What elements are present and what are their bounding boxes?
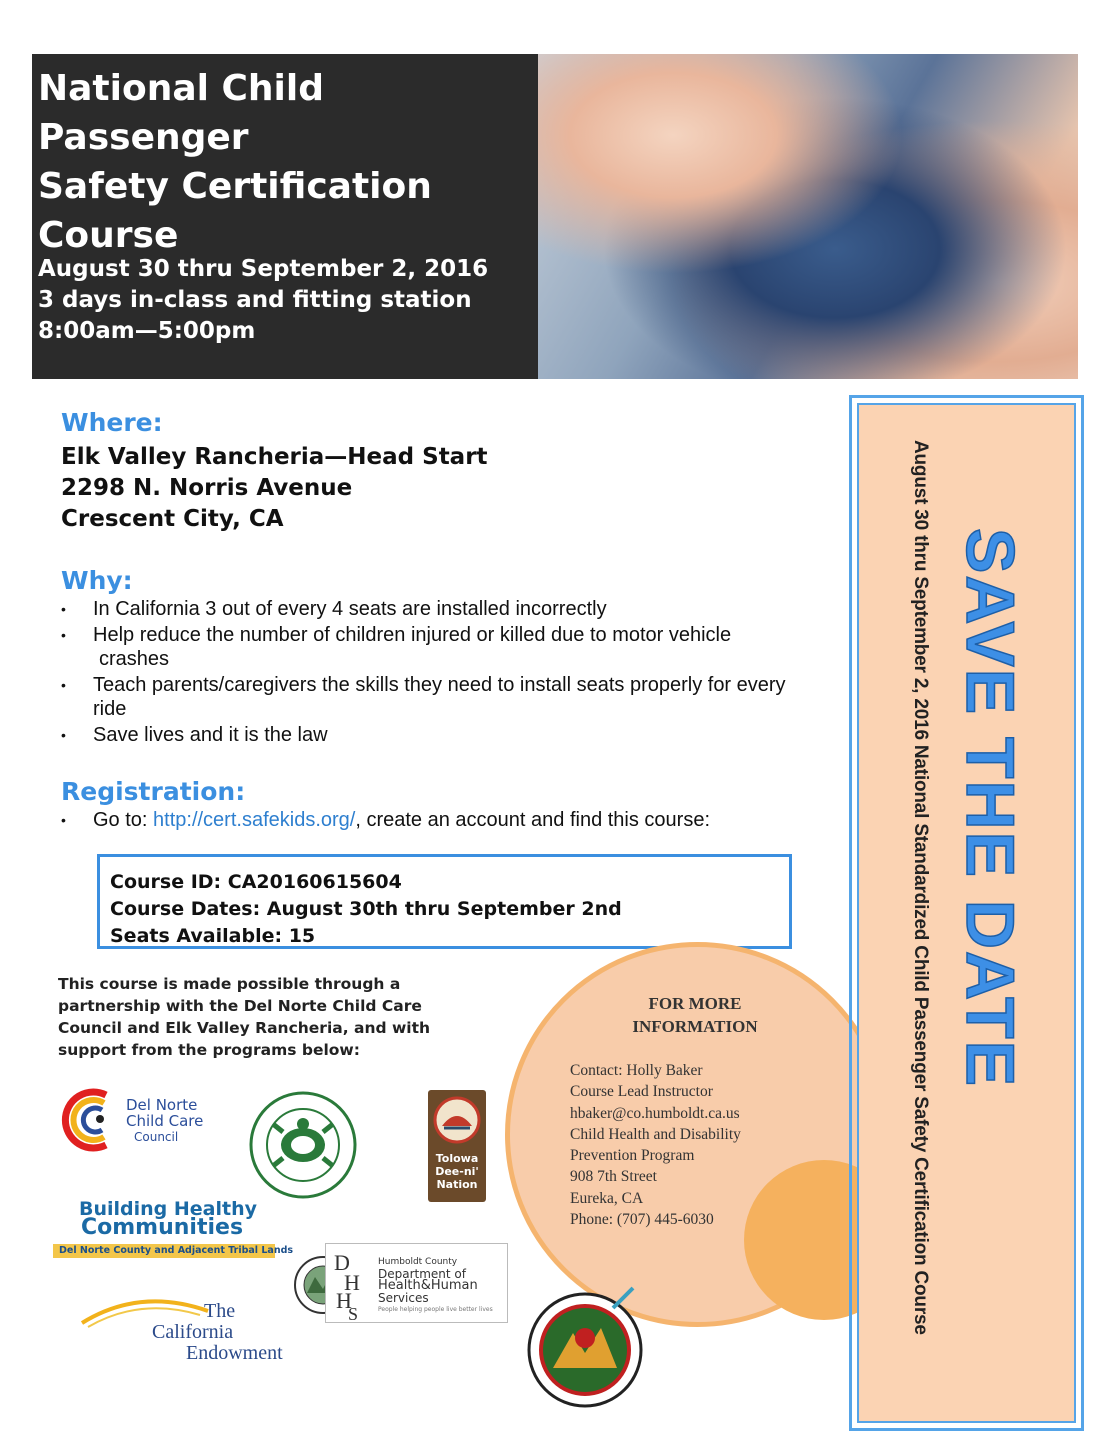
tolowa-line: Nation (436, 1178, 478, 1191)
svg-text:S: S (348, 1304, 359, 1322)
contact-info (570, 1060, 820, 1230)
list-item (61, 597, 821, 621)
registration-prefix: Go to: (93, 809, 154, 831)
seats-available: Seats Available: 15 (110, 925, 316, 947)
course-info-box (97, 854, 792, 949)
city-state: Crescent City, CA (61, 506, 284, 532)
del-norte-line: Child Care (126, 1112, 204, 1130)
elk-valley-rancheria-logo (513, 1278, 658, 1418)
where-heading: Where: (61, 408, 163, 437)
dhhs-monogram-icon (330, 1246, 378, 1322)
location-address (61, 442, 488, 535)
list-item-text: Save lives and it is the law (93, 724, 328, 746)
del-norte-text (126, 1097, 203, 1145)
title-line: National Child (38, 68, 324, 109)
list-item (61, 723, 821, 747)
dhhs-line: Services (378, 1291, 429, 1305)
crihb-seal-icon (243, 1090, 363, 1200)
header-banner (32, 54, 1078, 379)
tce-text (152, 1301, 283, 1364)
tce-line: The (204, 1300, 236, 1322)
tolowa-dee-ni-nation-logo (428, 1090, 486, 1202)
car-seat-photo (538, 54, 1078, 379)
tolowa-line: Dee-ni' (435, 1165, 479, 1178)
registration-list (61, 808, 821, 832)
info-heading-line: FOR MORE (648, 994, 742, 1013)
dhhs-line: Health&Human (378, 1278, 478, 1293)
contact-email[interactable]: hbaker@co.humboldt.ca.us (570, 1104, 740, 1122)
contact-program: Prevention Program (570, 1147, 695, 1165)
course-id: Course ID: CA20160615604 (110, 871, 402, 893)
contact-city: Eureka, CA (570, 1189, 644, 1207)
info-heading (595, 992, 795, 1038)
course-dates: August 30 thru September 2, 2016 (38, 256, 489, 282)
location-name: Elk Valley Rancheria—Head Start (61, 444, 488, 470)
dhhs-box (325, 1243, 508, 1323)
dhhs-line: Department of (378, 1267, 466, 1281)
course-hours: 8:00am—5:00pm (38, 318, 256, 344)
building-healthy-communities-logo (53, 1198, 294, 1260)
info-heading-line: INFORMATION (632, 1017, 758, 1036)
course-format: 3 days in-class and fitting station (38, 287, 472, 313)
why-list (61, 597, 821, 749)
dhhs-tagline: People helping people live better lives (378, 1306, 493, 1313)
course-dates-line: Course Dates: August 30th thru September 2nd (110, 898, 622, 920)
street-address: 2298 N. Norris Avenue (61, 475, 353, 501)
dhhs-line: Humboldt County (378, 1257, 458, 1267)
list-item-text: In California 3 out of every 4 seats are installed incorrectly (93, 598, 607, 620)
tce-line: Endowment (186, 1342, 283, 1364)
svg-text:H: H (344, 1270, 360, 1295)
why-heading: Why: (61, 566, 133, 595)
safekids-link[interactable]: http://cert.safekids.org/ (153, 809, 356, 831)
tolowa-emblem-icon (428, 1090, 486, 1148)
bhc-line-1: Building Healthy (79, 1198, 258, 1220)
save-the-date-title: SAVE THE DATE (952, 528, 1028, 1088)
list-item (61, 808, 821, 832)
title-line: Safety Certification (38, 166, 432, 207)
del-norte-child-care-logo (56, 1085, 206, 1155)
title-line: Passenger (38, 117, 249, 158)
list-item-text: • Help reduce the number of children injured or killed due to motor vehicle crashes (93, 624, 732, 670)
tolowa-text (428, 1152, 486, 1191)
page-title (38, 64, 538, 260)
list-item-text: Teach parents/caregivers the skills they need to install seats properly for every ride (93, 674, 786, 720)
tce-line: California (152, 1321, 234, 1343)
del-norte-line: Council (134, 1130, 179, 1144)
elk-valley-seal-icon (513, 1278, 658, 1418)
contact-name: Contact: Holly Baker (570, 1062, 703, 1079)
course-schedule (38, 254, 538, 347)
contact-role: Course Lead Instructor (570, 1083, 713, 1101)
list-item (61, 673, 821, 721)
title-line: Course (38, 215, 179, 256)
save-the-date-details: August 30 thru September 2, 2016 National Standardized Child Passenger Safety Certification Course (910, 440, 931, 1335)
crihb-logo (243, 1090, 363, 1200)
del-norte-line: Del Norte (126, 1096, 198, 1114)
contact-program: Child Health and Disability (570, 1125, 741, 1143)
registration-suffix: , create an account and find this course: (355, 809, 711, 831)
registration-heading: Registration: (61, 777, 246, 806)
contact-phone[interactable]: Phone: (707) 445-6030 (570, 1211, 714, 1229)
partnership-note: This course is made possible through a partnership with the Del Norte Child Care Council and Elk Valley Rancheria, and with support from the programs below: (58, 975, 431, 1059)
tolowa-line: Tolowa (435, 1152, 479, 1165)
dhhs-text (378, 1256, 493, 1316)
svg-text:D: D (334, 1250, 350, 1275)
svg-text:H: H (336, 1288, 352, 1313)
contact-street: 908 7th Street (570, 1168, 657, 1186)
bhc-tagline: Del Norte County and Adjacent Tribal Lands (59, 1245, 294, 1256)
humboldt-county-dhhs-logo (293, 1243, 508, 1323)
california-endowment-logo (80, 1293, 305, 1368)
bhc-line-2: Communities (81, 1215, 244, 1240)
del-norte-emblem-icon (56, 1085, 126, 1155)
list-item (61, 623, 821, 671)
